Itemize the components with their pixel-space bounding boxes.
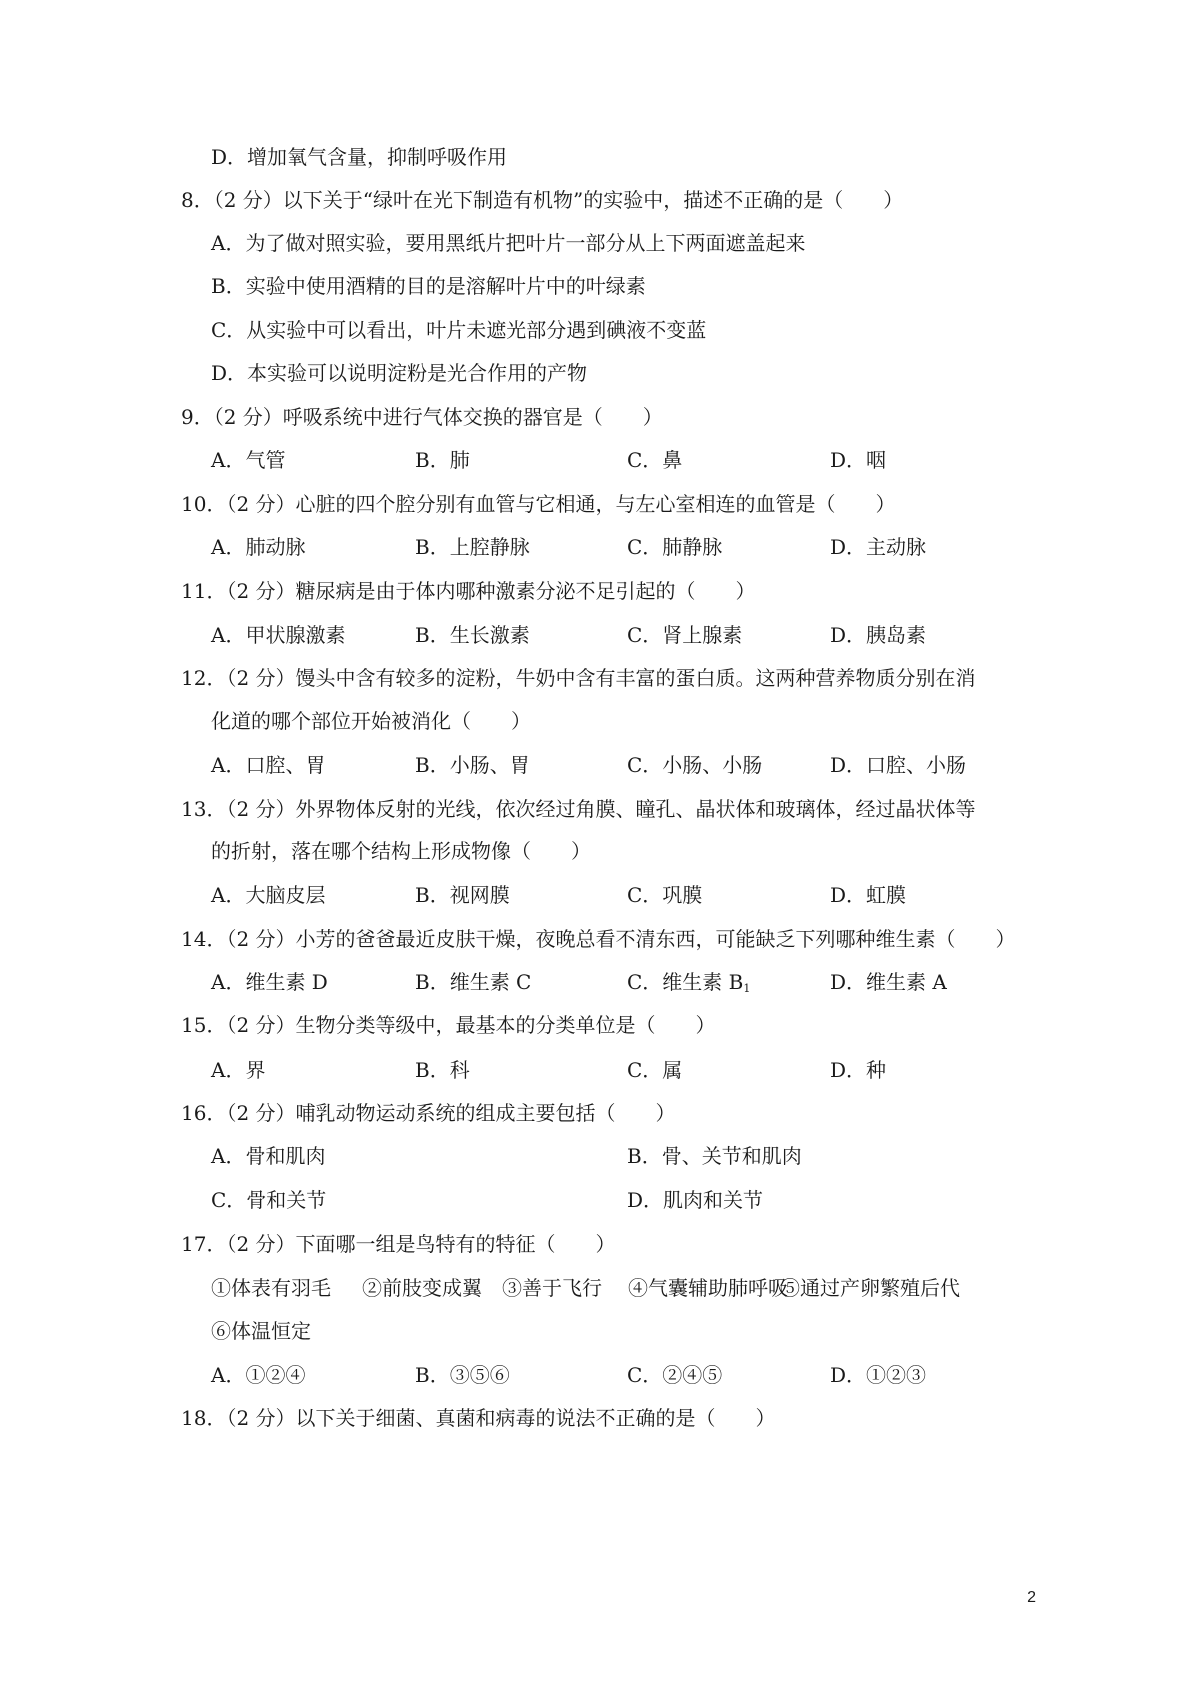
option-item	[627, 1180, 763, 1220]
text-run: C．骨和关节	[211, 1188, 327, 1212]
text-run: C．肺静脉	[627, 535, 723, 559]
text-run: 9．（2 分）呼吸系统中进行气体交换的器官是（ ）	[181, 405, 663, 429]
option-item	[627, 440, 682, 480]
text-run: 15．（2 分）生物分类等级中，最基本的分类单位是（ ）	[181, 1013, 716, 1037]
option-item	[415, 745, 530, 785]
text-run: 化道的哪个部位开始被消化（ ）	[211, 709, 531, 733]
text-run: 18．（2 分）以下关于细菌、真菌和病毒的说法不正确的是（ ）	[181, 1406, 776, 1430]
option-item	[211, 1355, 305, 1395]
subscript: 1	[743, 982, 751, 995]
line-text	[181, 1093, 676, 1133]
option-item	[780, 1268, 960, 1308]
text-run: B．小肠、胃	[415, 753, 530, 777]
text-line-q7-option-d	[0, 137, 1200, 177]
text-run: 8．（2 分）以下关于“绿叶在光下制造有机物”的实验中，描述不正确的是（ ）	[181, 188, 904, 212]
text-run: A．肺动脉	[211, 535, 306, 559]
option-item	[627, 1050, 682, 1090]
text-run: ①体表有羽毛	[211, 1276, 331, 1300]
text-line-q17-features-1	[0, 1268, 1200, 1308]
option-item	[415, 1355, 510, 1395]
option-item	[415, 440, 470, 480]
text-run: 14．（2 分）小芳的爸爸最近皮肤干燥，夜晚总看不清东西，可能缺乏下列哪种维生素（ ）	[181, 927, 1016, 951]
text-run: D．胰岛素	[830, 623, 927, 647]
text-line-q11-options	[0, 615, 1200, 655]
line-text	[211, 1311, 311, 1351]
text-line-q14-options	[0, 962, 1200, 1002]
text-run: B．生长激素	[415, 623, 530, 647]
text-run: ③善于飞行	[502, 1276, 602, 1300]
line-text	[181, 1224, 616, 1264]
text-run: D．维生素 A	[830, 970, 947, 994]
text-run: B．视网膜	[415, 883, 510, 907]
option-item	[211, 1050, 265, 1090]
option-item	[211, 1136, 325, 1176]
text-run: A．为了做对照实验，要用黑纸片把叶片一部分从上下两面遮盖起来	[211, 231, 806, 255]
option-item	[627, 962, 750, 1009]
option-item	[830, 745, 966, 785]
option-item	[627, 527, 722, 567]
text-run: D．口腔、小肠	[830, 753, 967, 777]
text-line-q8-option-d	[0, 353, 1200, 393]
text-run: 17．（2 分）下面哪一组是鸟特有的特征（ ）	[181, 1232, 616, 1256]
option-item	[211, 962, 328, 1002]
text-run: C．小肠、小肠	[627, 753, 763, 777]
text-run: A．口腔、胃	[211, 753, 326, 777]
text-run: 16．（2 分）哺乳动物运动系统的组成主要包括（ ）	[181, 1101, 676, 1125]
text-run: 10．（2 分）心脏的四个腔分别有血管与它相通，与左心室相连的血管是（ ）	[181, 492, 896, 516]
line-text	[211, 310, 706, 350]
text-run: A．①②④	[211, 1363, 306, 1387]
text-run: B．上腔静脉	[415, 535, 530, 559]
option-item	[627, 875, 702, 915]
option-item	[830, 875, 906, 915]
option-item	[830, 615, 926, 655]
option-item	[830, 527, 926, 567]
text-line-q18-stem	[0, 1398, 1200, 1438]
text-line-q10-stem	[0, 484, 1200, 524]
text-run: D．咽	[830, 448, 887, 472]
text-line-q11-stem	[0, 571, 1200, 611]
option-item	[830, 1355, 926, 1395]
line-text	[211, 266, 646, 306]
text-line-q9-stem	[0, 397, 1200, 437]
option-item	[628, 1268, 788, 1308]
option-item	[830, 1050, 886, 1090]
option-item	[830, 962, 947, 1002]
text-run: D．种	[830, 1058, 887, 1082]
text-run: A．甲状腺激素	[211, 623, 346, 647]
line-text	[181, 919, 1016, 959]
page-number: 2	[1027, 1589, 1036, 1606]
option-item	[627, 1136, 802, 1176]
text-run: 12．（2 分）馒头中含有较多的淀粉，牛奶中含有丰富的蛋白质。这两种营养物质分别在消	[181, 666, 976, 690]
line-text	[211, 701, 531, 741]
option-item	[211, 1268, 331, 1308]
text-line-q16-options-ab	[0, 1136, 1200, 1176]
text-line-q17-options	[0, 1355, 1200, 1395]
text-run: A．气管	[211, 448, 286, 472]
option-item	[211, 745, 325, 785]
line-text	[211, 223, 805, 263]
text-line-q16-stem	[0, 1093, 1200, 1133]
text-run: B．科	[415, 1058, 470, 1082]
text-run: C．肾上腺素	[627, 623, 743, 647]
text-run: B．③⑤⑥	[415, 1363, 510, 1387]
option-item	[415, 527, 530, 567]
line-text	[181, 658, 976, 698]
line-text	[211, 353, 587, 393]
text-run: B．骨、关节和肌肉	[627, 1144, 802, 1168]
line-text	[181, 571, 756, 611]
line-text	[181, 1005, 716, 1045]
text-run: C．从实验中可以看出，叶片未遮光部分遇到碘液不变蓝	[211, 318, 707, 342]
option-item	[211, 875, 325, 915]
option-item	[211, 615, 345, 655]
option-item	[830, 440, 886, 480]
option-item	[415, 615, 530, 655]
option-item	[627, 1355, 722, 1395]
line-text	[181, 180, 903, 220]
text-run: ④气囊辅助肺呼吸	[628, 1276, 788, 1300]
text-run: 的折射，落在哪个结构上形成物像（ ）	[211, 839, 591, 863]
line-text	[211, 831, 591, 871]
option-item	[415, 875, 510, 915]
text-line-q17-stem	[0, 1224, 1200, 1264]
option-item	[627, 615, 742, 655]
text-run: C．维生素 B	[627, 970, 744, 994]
text-run: D．增加氧气含量，抑制呼吸作用	[211, 145, 508, 169]
option-item	[211, 440, 285, 480]
text-run: C．巩膜	[627, 883, 703, 907]
text-line-q17-features-2	[0, 1311, 1200, 1351]
text-run: ⑥体温恒定	[211, 1319, 311, 1343]
text-run: A．大脑皮层	[211, 883, 326, 907]
text-run: 13．（2 分）外界物体反射的光线，依次经过角膜、瞳孔、晶状体和玻璃体，经过晶状体等	[181, 797, 976, 821]
text-line-q12-stem-2	[0, 701, 1200, 741]
option-item	[415, 1050, 470, 1090]
line-text	[181, 789, 976, 829]
option-item	[211, 527, 305, 567]
line-text	[181, 484, 896, 524]
text-line-q10-options	[0, 527, 1200, 567]
text-line-q14-stem	[0, 919, 1200, 959]
text-line-q13-stem-2	[0, 831, 1200, 871]
text-line-q15-options	[0, 1050, 1200, 1090]
text-run: ②前肢变成翼	[362, 1276, 482, 1300]
option-item	[502, 1268, 602, 1308]
text-run: D．虹膜	[830, 883, 907, 907]
text-run: C．属	[627, 1058, 683, 1082]
line-text	[211, 137, 507, 177]
line-text	[181, 397, 663, 437]
text-line-q8-option-a	[0, 223, 1200, 263]
text-line-q8-option-c	[0, 310, 1200, 350]
text-run: D．肌肉和关节	[627, 1188, 764, 1212]
text-run: D．本实验可以说明淀粉是光合作用的产物	[211, 361, 588, 385]
text-run: C．鼻	[627, 448, 683, 472]
text-run: B．维生素 C	[415, 970, 532, 994]
option-item	[362, 1268, 482, 1308]
text-line-q12-options	[0, 745, 1200, 785]
text-run: 11．（2 分）糖尿病是由于体内哪种激素分泌不足引起的（ ）	[181, 579, 756, 603]
text-line-q15-stem	[0, 1005, 1200, 1045]
text-line-q13-stem-1	[0, 789, 1200, 829]
text-run: B．实验中使用酒精的目的是溶解叶片中的叶绿素	[211, 274, 646, 298]
line-text	[181, 1398, 776, 1438]
text-line-q12-stem-1	[0, 658, 1200, 698]
text-run: B．肺	[415, 448, 470, 472]
text-run: ⑤通过产卵繁殖后代	[780, 1276, 960, 1300]
text-line-q8-option-b	[0, 266, 1200, 306]
option-item	[627, 745, 762, 785]
text-line-q9-options	[0, 440, 1200, 480]
text-run: A．骨和肌肉	[211, 1144, 326, 1168]
text-line-q16-options-cd	[0, 1180, 1200, 1220]
text-line-q13-options	[0, 875, 1200, 915]
option-item	[211, 1180, 326, 1220]
text-run: C．②④⑤	[627, 1363, 723, 1387]
text-run: A．维生素 D	[211, 970, 328, 994]
text-run: A．界	[211, 1058, 266, 1082]
option-item	[415, 962, 531, 1002]
text-line-q8-stem	[0, 180, 1200, 220]
text-run: D．①②③	[830, 1363, 927, 1387]
text-run: D．主动脉	[830, 535, 927, 559]
